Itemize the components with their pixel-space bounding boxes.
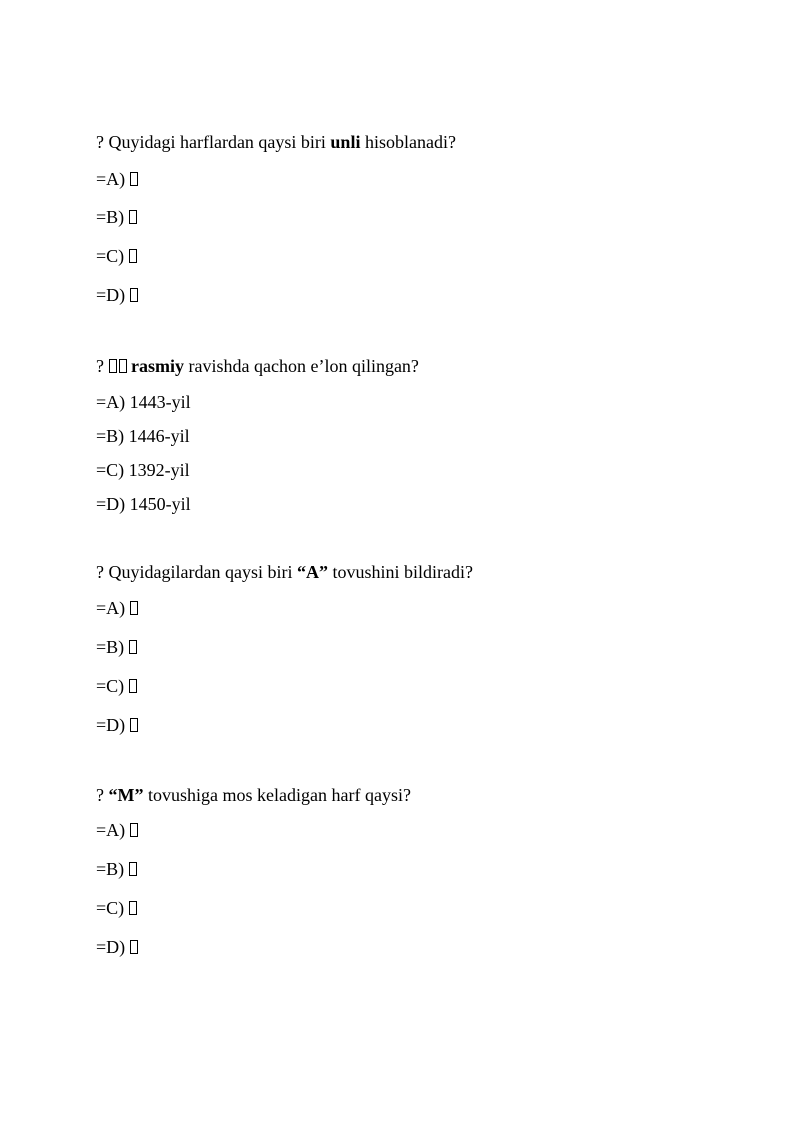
question-1-option-b: =B) [96, 206, 137, 228]
question-2-option-a: =A) 1443-yil [96, 392, 191, 412]
missing-glyph-icon [109, 359, 117, 373]
question-3-suffix: tovushini bildiradi? [327, 562, 473, 582]
missing-glyph-icon [130, 940, 138, 954]
question-4-option-c: =C) [96, 897, 137, 919]
question-1-option-a: =A) [96, 168, 138, 190]
question-1-option-c: =C) [96, 245, 137, 267]
question-4-option-a: =A) [96, 819, 138, 841]
question-2-option-c: =C) 1392-yil [96, 460, 190, 480]
missing-glyph-icon [130, 601, 138, 615]
question-3-option-c: =C) [96, 675, 137, 697]
question-3-option-d: =D) [96, 714, 138, 736]
missing-glyph-icon [129, 901, 137, 915]
missing-glyph-icon [129, 679, 137, 693]
question-1 [96, 131, 456, 153]
missing-glyph-icon [130, 718, 138, 732]
question-3 [96, 561, 473, 583]
question-2-prefix: ? [96, 356, 109, 376]
missing-glyph-icon [130, 172, 138, 186]
question-1-suffix: hisoblanadi? [360, 132, 456, 152]
question-4 [96, 784, 411, 806]
missing-glyph-icon [129, 210, 137, 224]
question-4-option-d: =D) [96, 936, 138, 958]
question-2-suffix: ravishda qachon e’lon qilingan? [184, 356, 419, 376]
missing-glyph-icon [130, 288, 138, 302]
missing-glyph-icon [129, 862, 137, 876]
missing-glyph-icon [119, 359, 127, 373]
question-2-option-b: =B) 1446-yil [96, 426, 190, 446]
question-3-option-a: =A) [96, 597, 138, 619]
question-2-option-d: =D) 1450-yil [96, 494, 191, 514]
missing-glyph-icon [130, 823, 138, 837]
question-3-option-b: =B) [96, 636, 137, 658]
question-3-prefix: ? Quyidagilardan qaysi biri [96, 562, 297, 582]
question-4-prefix: ? [96, 785, 109, 805]
question-2-bold: rasmiy [131, 356, 184, 376]
question-1-prefix: ? Quyidagi harflardan qaysi biri [96, 132, 331, 152]
question-4-bold: “M” [108, 785, 144, 805]
question-1-option-d: =D) [96, 284, 138, 306]
missing-glyph-icon [129, 640, 137, 654]
missing-glyph-icon [129, 249, 137, 263]
question-2 [96, 355, 419, 377]
question-4-option-b: =B) [96, 858, 137, 880]
question-4-suffix: tovushiga mos keladigan harf qaysi? [143, 785, 411, 805]
question-3-bold: “A” [296, 562, 328, 582]
question-1-bold: unli [330, 132, 361, 152]
